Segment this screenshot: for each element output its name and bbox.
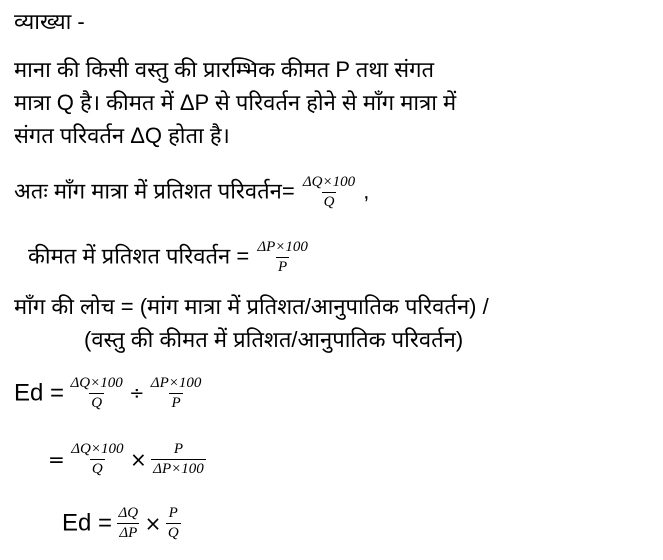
elasticity-formula-final [62, 506, 181, 541]
denominator: Q [323, 194, 335, 210]
comma: , [363, 178, 370, 204]
denominator: P [278, 259, 288, 275]
denominator: ΔP×100 [153, 461, 204, 477]
numerator: ΔQ×100 [70, 375, 123, 391]
divide-operator: ÷ [129, 383, 145, 404]
fraction [151, 442, 206, 477]
formula-label: अतः माँग मात्रा में प्रतिशत परिवर्तन= [14, 178, 295, 204]
multiply-operator: × [129, 447, 147, 472]
multiply-operator: × [144, 511, 162, 536]
formula-label: कीमत में प्रतिशत परिवर्तन = [28, 243, 250, 269]
fraction [69, 376, 125, 411]
numerator: ΔP×100 [257, 239, 308, 255]
ed-label: Ed = [14, 379, 65, 407]
numerator: ΔQ×100 [71, 441, 124, 457]
fraction [255, 240, 310, 275]
numerator: ΔP×100 [150, 375, 202, 391]
intro-line-1: माना की किसी वस्तु की प्रारम्भिक कीमत P तथा संगत [14, 57, 434, 82]
fraction [301, 175, 357, 210]
quantity-percent-change-formula [14, 175, 369, 210]
elasticity-definition-line-2: (वस्तु की कीमत में प्रतिशत/आनुपातिक परिवर्तन) [84, 327, 464, 352]
fraction [117, 506, 141, 541]
fraction [166, 506, 181, 541]
denominator: P [171, 395, 181, 411]
denominator: Q [167, 525, 179, 541]
numerator: P [173, 441, 184, 457]
denominator: ΔP [119, 525, 138, 541]
numerator: P [168, 505, 178, 521]
intro-line-2: मात्रा Q है। कीमत में ΔP से परिवर्तन होने से माँग मात्रा में [14, 90, 457, 115]
intro-line-3: संगत परिवर्तन ΔQ होता है। [14, 123, 230, 148]
numerator: ΔQ [118, 505, 139, 521]
explanation-heading: व्याख्या - [14, 9, 85, 34]
fraction [69, 442, 125, 477]
equals-sign: = [48, 447, 65, 472]
elasticity-formula-step-1 [14, 376, 203, 411]
numerator: ΔQ×100 [302, 174, 356, 190]
fraction [149, 376, 204, 411]
elasticity-formula-step-2 [48, 442, 206, 477]
denominator: Q [91, 395, 103, 411]
elasticity-definition-line-1: माँग की लोच = (मांग मात्रा में प्रतिशत/आनुपातिक परिवर्तन) / [14, 294, 489, 319]
price-percent-change-formula [28, 240, 310, 275]
ed-label: Ed = [62, 509, 113, 537]
denominator: Q [91, 461, 103, 477]
